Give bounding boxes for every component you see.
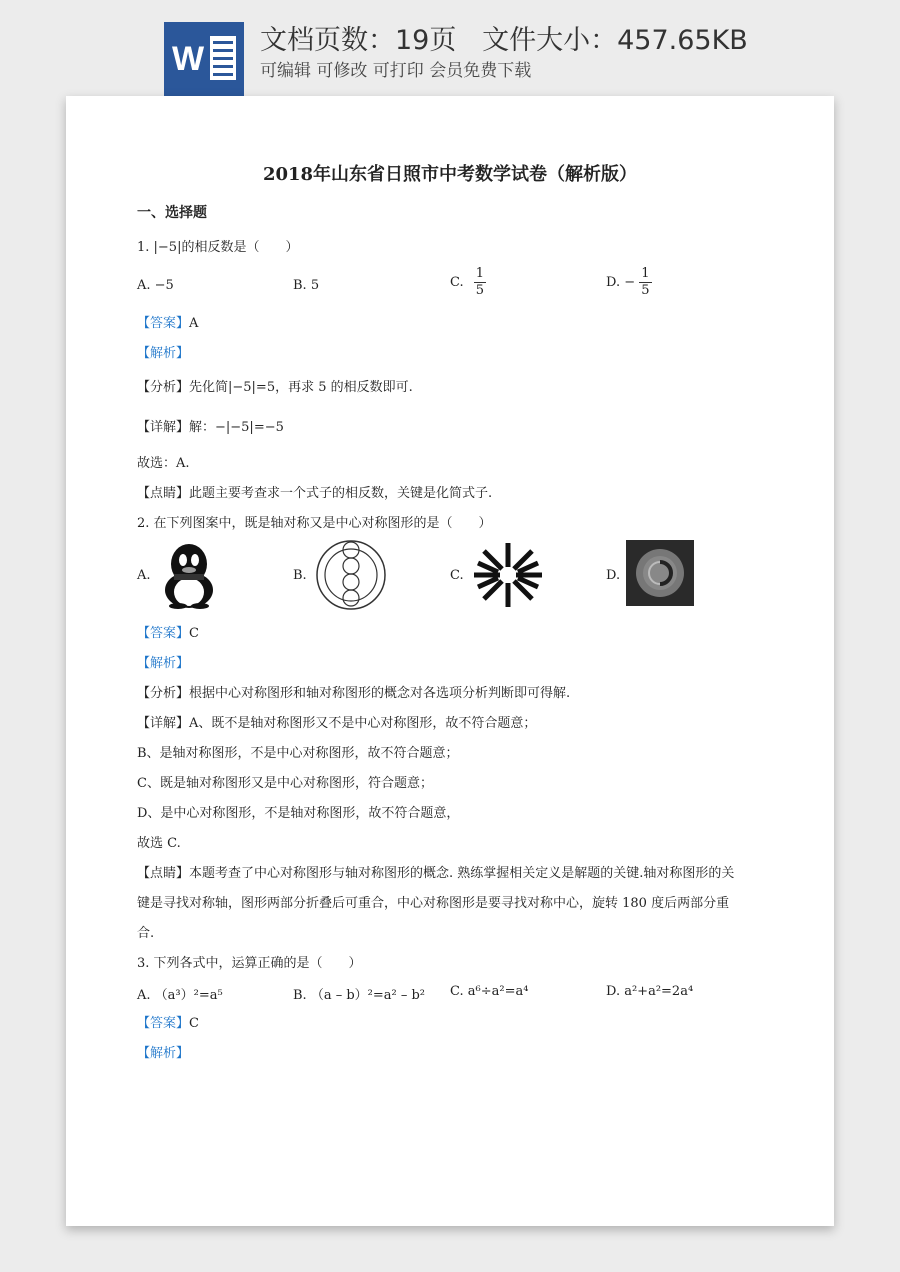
q3-option-c: C. a⁶÷a²=a⁴ <box>450 984 529 999</box>
q2-xiangjie: 【详解】A、既不是轴对称图形又不是中心对称图形，故不符合题意； <box>137 716 537 731</box>
q2-explain-d: D、是中心对称图形，不是轴对称图形，故不符合题意， <box>137 806 460 821</box>
answer-value: C <box>189 1016 199 1031</box>
nested-circles-figure <box>314 540 388 610</box>
q1-dianjing: 【点睛】此题主要考查求一个式子的相反数，关键是化简式子. <box>137 486 493 501</box>
q1-option-c-label: C. <box>450 275 464 290</box>
answer-value: C <box>189 626 199 641</box>
question-3-stem: 3. 下列各式中，运算正确的是（ ） <box>137 956 362 971</box>
q1-analysis-tag: 【解析】 <box>137 346 190 361</box>
question-1-stem: 1. |−5|的相反数是（ ） <box>137 240 299 255</box>
file-info-title: 文档页数：19页 文件大小：457.65KB <box>260 25 748 56</box>
q1-option-d <box>606 266 652 299</box>
q2-dianjing-line3: 合. <box>137 926 155 941</box>
q2-option-b: B. <box>293 568 307 583</box>
q1-conclusion: 故选：A. <box>137 456 190 471</box>
q3-analysis-tag: 【解析】 <box>137 1046 190 1061</box>
q1-answer <box>137 312 198 331</box>
dark-emblem-figure <box>626 540 694 606</box>
word-file-icon <box>164 22 244 96</box>
q1-d-denominator: 5 <box>641 283 650 298</box>
document-page <box>66 96 834 1226</box>
q1-d-numerator: 1 <box>641 266 650 281</box>
q2-answer <box>137 622 199 641</box>
question-2-stem: 2. 在下列图案中，既是轴对称又是中心对称图形的是（ ） <box>137 516 492 531</box>
section-heading: 一、选择题 <box>137 205 207 221</box>
answer-value: A <box>189 316 199 331</box>
q3-option-d: D. a²+a²=2a⁴ <box>606 984 694 999</box>
q1-xiangjie: 【详解】解：−|−5|=−5 <box>137 420 284 435</box>
q2-option-a: A. <box>137 568 151 583</box>
download-banner <box>0 0 900 96</box>
q3-answer <box>137 1012 199 1031</box>
answer-tag: 【答案】 <box>137 316 190 331</box>
q1-option-a: A. −5 <box>137 278 174 293</box>
word-logo-letter: W <box>172 40 205 78</box>
q3-option-b: B. （a – b）²=a² – b² <box>293 988 426 1003</box>
q3-option-a: A. （a³）²=a⁵ <box>137 988 223 1003</box>
penguin-figure <box>156 540 222 610</box>
q2-analysis-tag: 【解析】 <box>137 656 190 671</box>
q1-c-numerator: 1 <box>475 266 485 281</box>
answer-tag: 【答案】 <box>137 1016 190 1031</box>
q2-option-c: C. <box>450 568 464 583</box>
page-title: 2018年山东省日照市中考数学试卷（解析版） <box>262 164 638 185</box>
q1-option-c <box>450 266 486 299</box>
q1-option-b: B. 5 <box>293 278 320 293</box>
q2-option-d: D. <box>606 568 621 583</box>
q2-conclusion: 故选 C. <box>137 836 181 851</box>
q2-dianjing-line1: 【点睛】本题考查了中心对称图形与轴对称图形的概念. 熟练掌握相关定义是解题的关键.轴对称图形的关 <box>137 866 735 881</box>
q1-option-d-label: D. − <box>606 275 636 290</box>
q2-dianjing-line2: 键是寻找对称轴，图形两部分折叠后可重合，中心对称图形是要寻找对称中心，旋转 180 度后两部分重 <box>137 896 730 911</box>
q2-fenxi: 【分析】根据中心对称图形和轴对称图形的概念对各选项分析判断即可得解. <box>137 686 571 701</box>
starburst-figure <box>470 540 546 610</box>
file-info-subtitle: 可编辑 可修改 可打印 会员免费下载 <box>260 61 532 81</box>
answer-tag: 【答案】 <box>137 626 190 641</box>
q2-explain-c: C、既是轴对称图形又是中心对称图形，符合题意； <box>137 776 433 791</box>
q1-c-denominator: 5 <box>475 283 485 298</box>
q2-explain-b: B、是轴对称图形，不是中心对称图形，故不符合题意； <box>137 746 459 761</box>
q1-fenxi: 【分析】先化简|−5|=5，再求 5 的相反数即可. <box>137 380 413 395</box>
